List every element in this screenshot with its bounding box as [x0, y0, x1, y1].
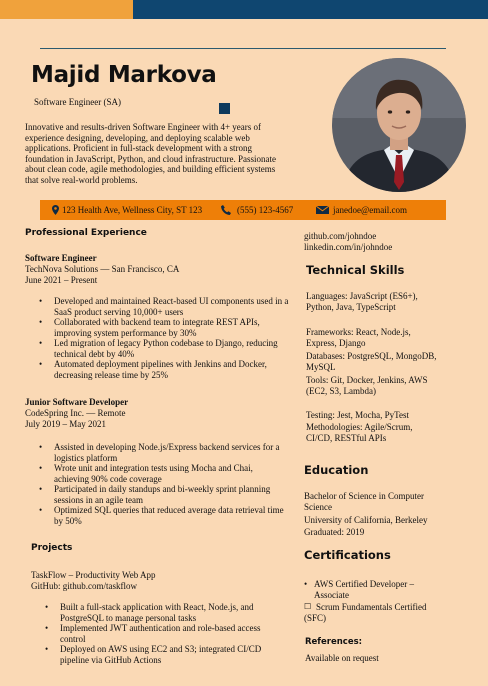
- contact-bar: [40, 200, 446, 220]
- envelope-icon: [316, 206, 329, 214]
- candidate-title: Software Engineer (SA): [34, 97, 121, 107]
- project-bullets: [31, 602, 285, 665]
- list-item: • Implemented JWT authentication and role-based access control: [31, 623, 285, 644]
- cert-item: Scrum Fundamentals Certified (SFC): [304, 602, 427, 623]
- projects-heading: Projects: [31, 543, 73, 553]
- skills-heading: Technical Skills: [306, 263, 405, 277]
- contact-email: janedoe@email.com: [333, 205, 408, 215]
- job-dates: June 2021 – Present: [25, 275, 98, 285]
- skills-languages: Languages: JavaScript (ES6+), Python, Java, TypeScript: [306, 291, 418, 312]
- list-item: • Developed and maintained React-based UI components used in a SaaS product serving 10,000+ users: [25, 296, 289, 317]
- skills-databases: Databases: PostgreSQL, MongoDB, MySQL: [306, 351, 437, 372]
- list-item: • Participated in daily standups and bi-weekly sprint planning sessions in an agile team: [25, 484, 287, 505]
- contact-github: github.com/johndoe: [304, 231, 377, 241]
- project-link: GitHub: github.com/taskflow: [31, 581, 137, 591]
- job-dates: July 2019 – May 2021: [25, 419, 106, 429]
- references-heading: References:: [305, 637, 363, 647]
- cert-bullet: •: [304, 579, 308, 589]
- skills-frameworks: Frameworks: React, Node.js, Express, Django: [306, 327, 411, 348]
- list-item: • Collaborated with backend team to integrate REST APIs, improving system performance by 30%: [25, 317, 289, 338]
- references-text: Available on request: [305, 653, 379, 663]
- project-name: TaskFlow – Productivity Web App: [31, 570, 156, 580]
- phone-icon: [221, 205, 231, 215]
- education-school: University of California, Berkeley: [304, 515, 428, 525]
- contact-phone: (555) 123-4567: [237, 205, 294, 215]
- job-title: Software Engineer: [25, 253, 97, 263]
- candidate-name: Majid Markova: [31, 62, 217, 88]
- skills-tools: Tools: Git, Docker, Jenkins, AWS (EC2, S3, Lambda): [306, 375, 428, 396]
- list-item: • Led migration of legacy Python codebase to Django, reducing technical debt by 40%: [25, 338, 289, 359]
- education-graduated: Graduated: 2019: [304, 527, 365, 537]
- job-company: TechNova Solutions — San Francisco, CA: [25, 264, 180, 274]
- list-item: • Built a full-stack application with React, Node.js, and PostgreSQL to manage personal tasks: [31, 602, 285, 623]
- skills-methodologies: Methodologies: Agile/Scrum, CI/CD, RESTful APIs: [306, 422, 413, 443]
- certifications-heading: Certifications: [304, 548, 391, 562]
- contact-linkedin: linkedin.com/in/johndoe: [304, 242, 393, 252]
- job-bullets: [25, 296, 289, 380]
- header-accent-orange: [0, 0, 133, 19]
- list-item: • Deployed on AWS using EC2 and S3; integrated CI/CD pipeline via GitHub Actions: [31, 644, 285, 665]
- education-degree: Bachelor of Science in Computer Science: [304, 491, 424, 512]
- job-bullets: [25, 442, 287, 526]
- skills-testing: Testing: Jest, Mocha, PyTest: [306, 410, 409, 420]
- location-pin-icon: [52, 205, 59, 215]
- list-item: • Automated deployment pipelines with Jenkins and Docker, decreasing release time by 25%: [25, 359, 289, 380]
- checkbox-icon: ☐: [304, 602, 312, 611]
- contact-address: 123 Health Ave, Wellness City, ST 123: [62, 205, 203, 215]
- profile-photo: [332, 58, 466, 192]
- education-heading: Education: [304, 463, 369, 477]
- job-title: Junior Software Developer: [25, 397, 129, 407]
- cert-item: AWS Certified Developer – Associate: [314, 579, 414, 600]
- list-item: • Wrote unit and integration tests using Mocha and Chai, achieving 90% code coverage: [25, 463, 287, 484]
- header-accent-navy: [133, 0, 488, 19]
- decorative-square: [219, 103, 230, 114]
- list-item: • Optimized SQL queries that reduced average data retrieval time by 50%: [25, 505, 287, 526]
- experience-heading: Professional Experience: [25, 228, 147, 238]
- list-item: • Assisted in developing Node.js/Express backend services for a logistics platform: [25, 442, 287, 463]
- header-divider: [40, 48, 446, 49]
- job-company: CodeSpring Inc. — Remote: [25, 408, 126, 418]
- professional-summary: Innovative and results-driven Software Engineer with 4+ years of experience designing, developing, and deploying scalable web applications. Proficient in full-stack development with a strong foundation in JavaScript, Python, and cloud infrastructure. Passionate about clean code, agile methodologies, and building efficient systems that solve real-world problems.: [25, 122, 276, 185]
